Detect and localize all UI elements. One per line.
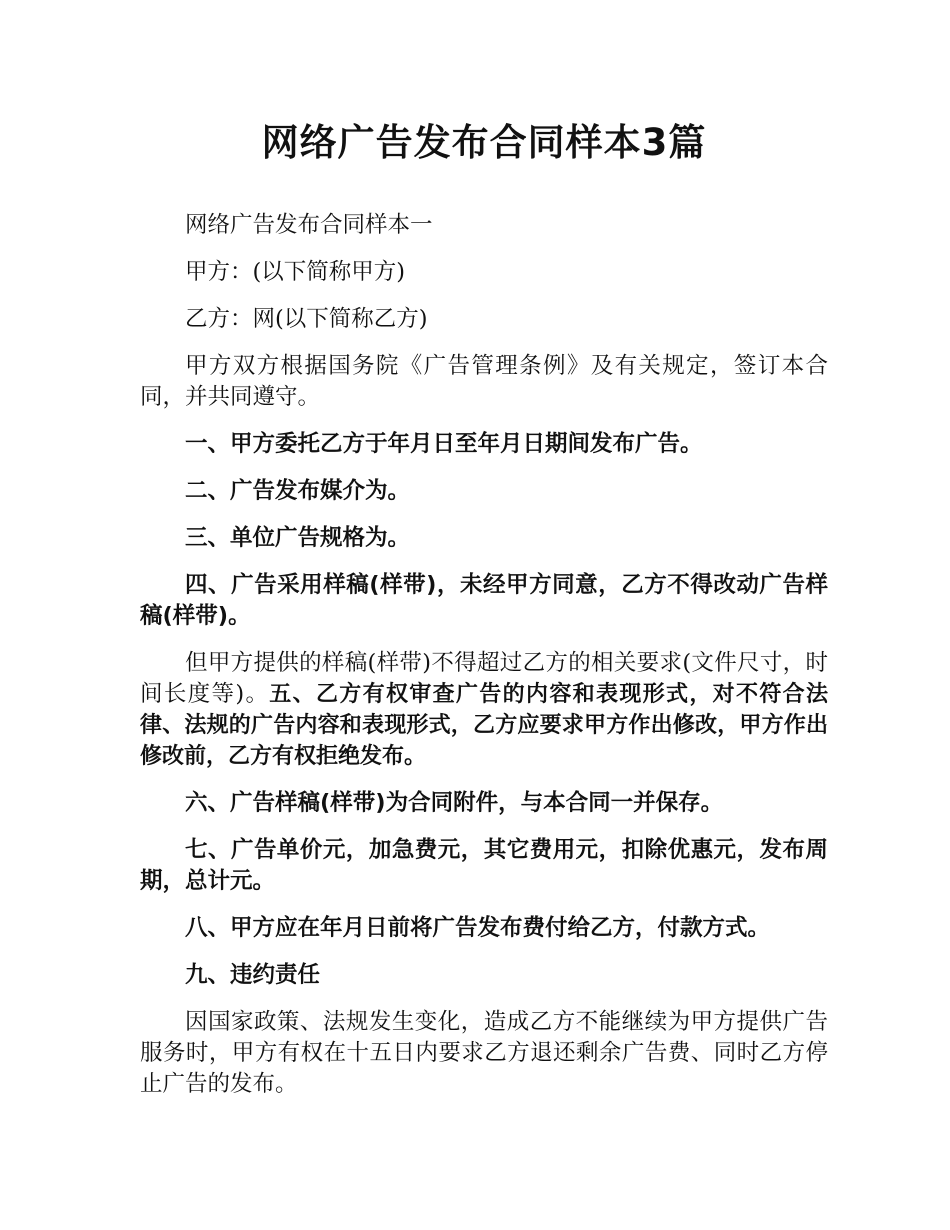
- paragraph: 网络广告发布合同样本一: [185, 212, 433, 238]
- paragraph: 甲方双方根据国务院《广告管理条例》及有关规定，签订本合同，并共同遵守。: [140, 353, 828, 410]
- clause-heading: 七、广告单价元，加急费元，其它费用元，扣除优惠元，发布周期，总计元。: [140, 837, 828, 894]
- document-title: 网络广告发布合同样本3篇: [261, 121, 707, 164]
- clause-heading: 一、甲方委托乙方于年月日至年月日期间发布广告。: [185, 431, 703, 457]
- clause-heading: 四、广告采用样稿(样带)，未经甲方同意，乙方不得改动广告样稿(样带)。: [140, 572, 828, 629]
- clause-heading: 六、广告样稿(样带)为合同附件，与本合同一并保存。: [185, 790, 724, 816]
- clause-heading: 二、广告发布媒介为。: [185, 478, 411, 504]
- clause-heading: 八、甲方应在年月日前将广告发布费付给乙方，付款方式。: [185, 915, 771, 941]
- paragraph-normal-part: 但甲方提供的样稿(样带)不得超过乙方的相关要求(文件尺寸，时间长度等)。: [140, 650, 828, 707]
- paragraph: 乙方：网(以下简称乙方): [185, 306, 428, 332]
- paragraph: 因国家政策、法规发生变化，造成乙方不能继续为甲方提供广告服务时，甲方有权在十五日内要求乙方退还剩余广告费、同时乙方停止广告的发布。: [140, 1009, 828, 1097]
- paragraph-bold-part: 五、乙方有权审查广告的内容和表现形式，对不符合法律、法规的广告内容和表现形式，乙方应要求甲方作出修改，甲方作出修改前，乙方有权拒绝发布。: [140, 682, 828, 769]
- clause-heading: 三、单位广告规格为。: [185, 525, 411, 551]
- mixed-paragraph: [140, 648, 828, 772]
- clause-heading: 九、违约责任: [185, 962, 321, 988]
- paragraph: 甲方：(以下简称甲方): [185, 259, 406, 285]
